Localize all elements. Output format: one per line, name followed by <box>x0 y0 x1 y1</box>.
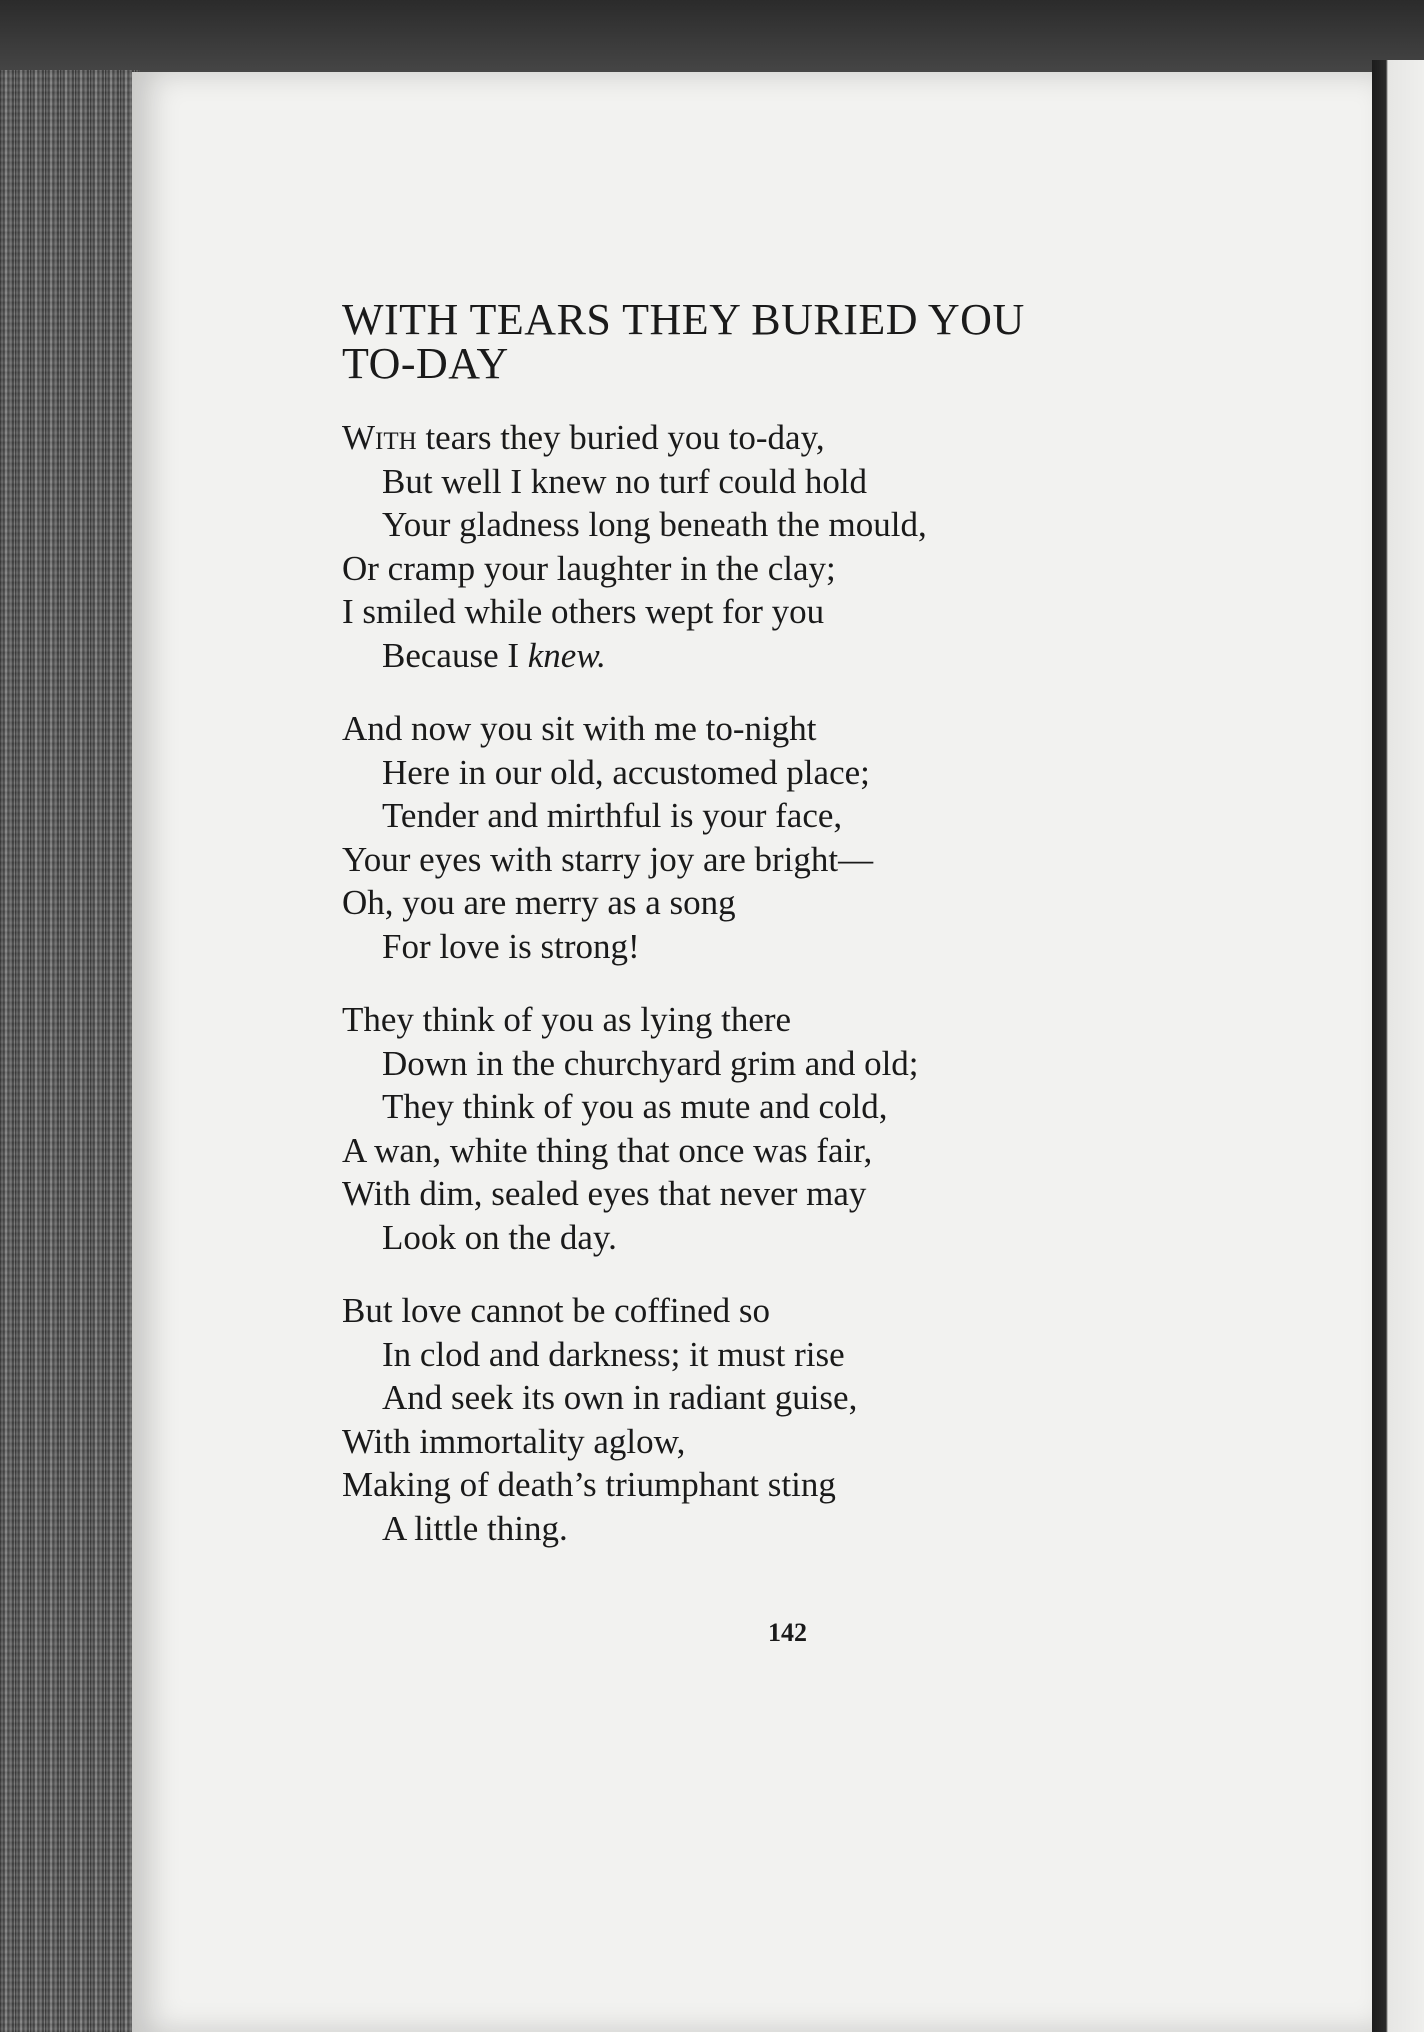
page-number: 142 <box>768 1618 807 1647</box>
poem-line: A little thing. <box>382 1508 568 1548</box>
poem-line: With dim, sealed eyes that never may <box>342 1174 867 1213</box>
poem-line: But well I knew no turf could hold <box>382 461 868 501</box>
drop-word: With <box>342 418 417 457</box>
poem-line: A wan, white thing that once was fair, <box>342 1130 873 1170</box>
poem-line: Or cramp your laughter in the clay; <box>342 548 836 588</box>
italic-word: knew. <box>527 635 606 675</box>
poem-line: And now you sit with me to-night <box>342 709 817 748</box>
book-gutter <box>1372 60 1424 2032</box>
poem-line: Your eyes with starry joy are bright— <box>342 839 874 879</box>
poem-line: They think of you as lying there <box>342 1000 792 1039</box>
poem-line: Your gladness long beneath the mould, <box>382 505 927 544</box>
poem <box>342 295 1242 1580</box>
stanza-4 <box>342 1289 1242 1550</box>
poem-line: With immortality aglow, <box>342 1421 686 1461</box>
poem-line: But love cannot be coffined so <box>342 1291 770 1330</box>
book-page-edges <box>0 70 140 2032</box>
poem-line: Here in our old, accustomed place; <box>382 752 870 792</box>
poem-line: Oh, you are merry as a song <box>342 883 736 922</box>
poem-line: In clod and darkness; it must rise <box>382 1334 845 1374</box>
stanza-3 <box>342 998 1242 1259</box>
poem-line: They think of you as mute and cold, <box>382 1087 888 1126</box>
poem-line <box>342 634 1242 678</box>
poem-title: WITH TEARS THEY BURIED YOU TO-DAY <box>342 295 1025 388</box>
poem-line <box>342 416 1242 460</box>
poem-line: Down in the churchyard grim and old; <box>382 1043 919 1083</box>
poem-line: Making of death’s triumphant sting <box>342 1465 836 1504</box>
poem-line: Look on the day. <box>382 1217 617 1257</box>
stanza-2 <box>342 707 1242 968</box>
line-text: Because I <box>382 635 528 675</box>
line-text: tears they buried you to-day, <box>416 418 825 457</box>
poem-line: For love is strong! <box>382 926 640 966</box>
poem-line: Tender and mirthful is your face, <box>382 796 843 835</box>
poem-line: I smiled while others wept for you <box>342 592 825 631</box>
poem-line: And seek its own in radiant guise, <box>382 1378 858 1417</box>
stanza-1 <box>342 416 1242 677</box>
